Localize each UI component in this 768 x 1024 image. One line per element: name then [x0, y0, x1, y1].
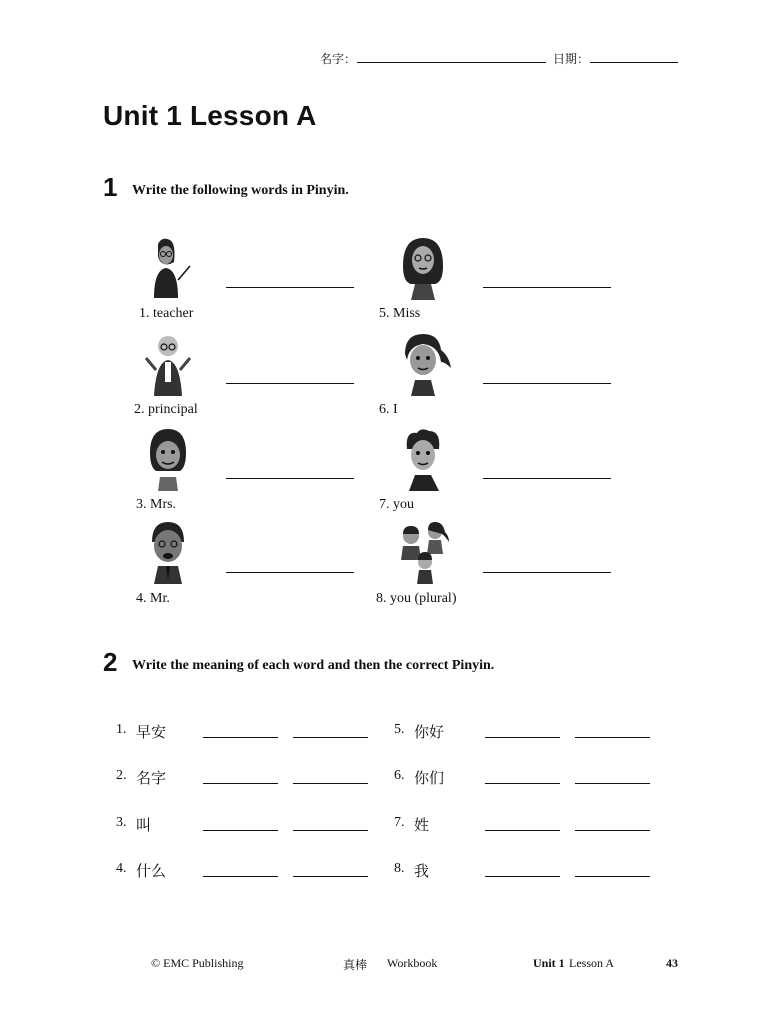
meaning-line-4[interactable] [203, 876, 278, 877]
pinyin-line-6[interactable] [575, 783, 650, 784]
pinyin-line-4[interactable] [293, 876, 368, 877]
answer-line-4[interactable] [226, 572, 354, 573]
answer-line-6[interactable] [483, 383, 611, 384]
item-number: 8. [394, 861, 405, 876]
page-title: Unit 1 Lesson A [103, 100, 317, 131]
page-number: 43 [666, 956, 678, 970]
chinese-word: 我 [414, 864, 430, 880]
vocab-label: 7. you [379, 497, 414, 512]
teacher-figure-icon [140, 236, 196, 300]
pinyin-line-2[interactable] [293, 783, 368, 784]
pinyin-line-7[interactable] [575, 830, 650, 831]
meaning-line-8[interactable] [485, 876, 560, 877]
principal-figure-icon [140, 332, 196, 396]
answer-line-3[interactable] [226, 478, 354, 479]
vocab-label: 3. Mrs. [136, 497, 177, 512]
chinese-word: 你好 [414, 725, 445, 741]
item-number: 5. [394, 722, 405, 737]
answer-line-1[interactable] [226, 287, 354, 288]
meaning-line-2[interactable] [203, 783, 278, 784]
chinese-word: 什么 [136, 864, 167, 880]
vocab-label: 5. Miss [379, 306, 421, 321]
pinyin-line-1[interactable] [293, 737, 368, 738]
vocab-label: 6. I [379, 402, 398, 417]
meaning-line-6[interactable] [485, 783, 560, 784]
pinyin-line-3[interactable] [293, 830, 368, 831]
footer-book-cn: 真棒 [343, 958, 368, 972]
meaning-line-1[interactable] [203, 737, 278, 738]
exercise-2-instruction: Write the meaning of each word and then the correct Pinyin. [132, 658, 495, 673]
meaning-line-7[interactable] [485, 830, 560, 831]
vocab-label: 2. principal [134, 402, 198, 417]
exercise-1-instruction: Write the following words in Pinyin. [132, 183, 349, 198]
footer-lesson: Lesson A [569, 956, 614, 970]
girl-figure-icon [395, 332, 451, 396]
meaning-line-5[interactable] [485, 737, 560, 738]
boy-figure-icon [395, 427, 451, 491]
answer-line-5[interactable] [483, 287, 611, 288]
pinyin-line-8[interactable] [575, 876, 650, 877]
miss-figure-icon [395, 236, 451, 300]
item-number: 6. [394, 768, 405, 783]
exercise-2-number: 2 [103, 647, 118, 677]
chinese-word: 名字 [136, 771, 167, 787]
name-field[interactable] [357, 62, 546, 63]
meaning-line-3[interactable] [203, 830, 278, 831]
group-figure-icon [395, 520, 451, 584]
footer-unit: Unit 1 [533, 956, 565, 970]
item-number: 2. [116, 768, 127, 783]
answer-line-2[interactable] [226, 383, 354, 384]
item-number: 4. [116, 861, 127, 876]
item-number: 1. [116, 722, 127, 737]
chinese-word: 姓 [414, 818, 430, 834]
answer-line-8[interactable] [483, 572, 611, 573]
vocab-label: 4. Mr. [136, 591, 170, 606]
chinese-word: 早安 [136, 725, 167, 741]
item-number: 3. [116, 815, 127, 830]
pinyin-line-5[interactable] [575, 737, 650, 738]
chinese-word: 叫 [136, 818, 152, 834]
name-label: 名字： [320, 52, 357, 66]
vocab-label: 1. teacher [139, 306, 194, 321]
exercise-1-number: 1 [103, 172, 118, 202]
mr-figure-icon [140, 520, 196, 584]
footer-publisher: © EMC Publishing [151, 956, 244, 970]
chinese-word: 你们 [414, 771, 445, 787]
date-field[interactable] [590, 62, 678, 63]
date-label: 日期： [553, 52, 590, 66]
mrs-figure-icon [140, 427, 196, 491]
item-number: 7. [394, 815, 405, 830]
footer-book-en: Workbook [387, 956, 438, 970]
vocab-label: 8. you (plural) [376, 591, 457, 606]
answer-line-7[interactable] [483, 478, 611, 479]
